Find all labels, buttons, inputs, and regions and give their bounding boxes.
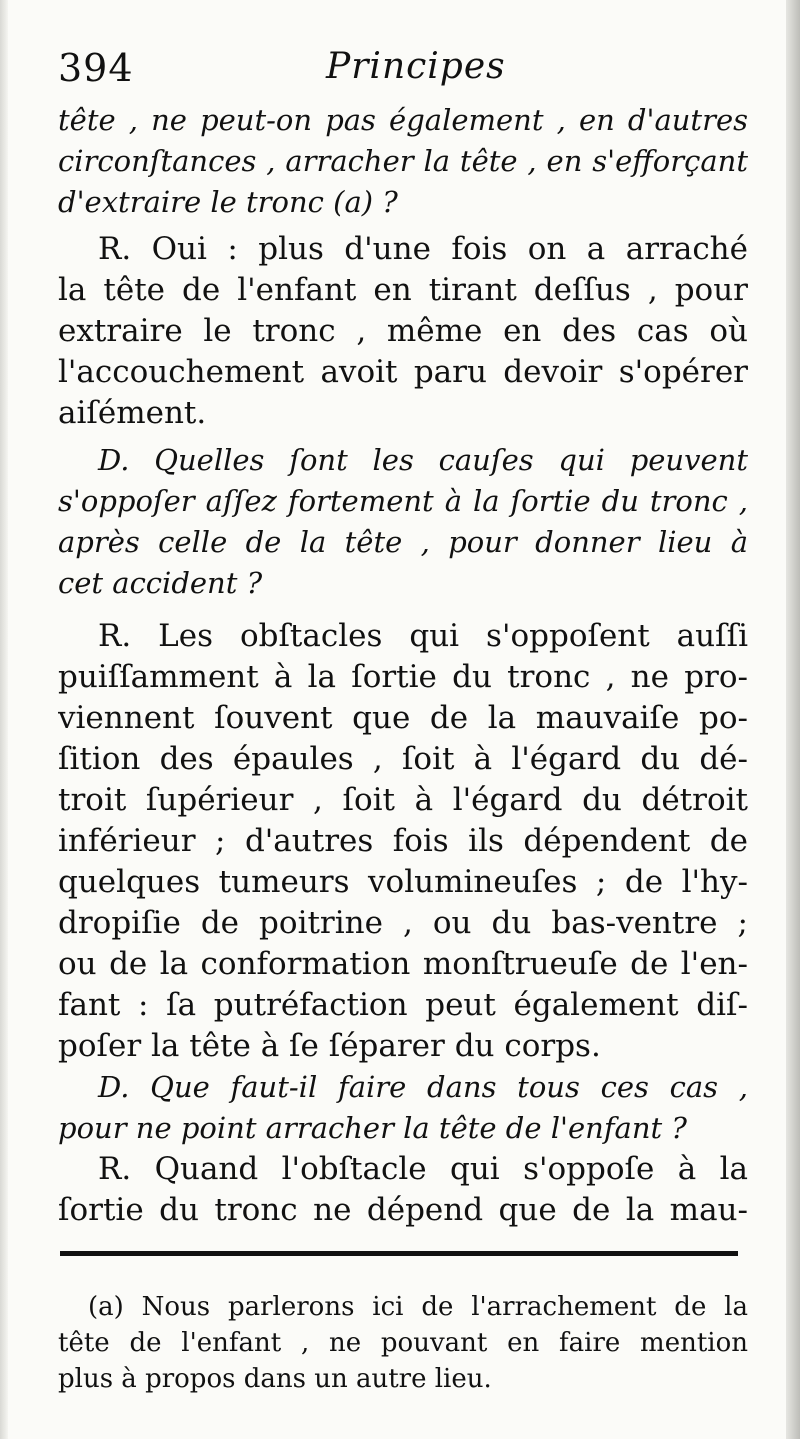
text-line: s'oppoſer aſſez fortement à la ſortie du tronc , xyxy=(58,484,748,518)
text-line: R. Quand l'obſtacle qui s'oppoſe à la xyxy=(98,1151,748,1187)
text-line: puiſſamment à la ſortie du tronc , ne pro- xyxy=(58,659,748,695)
text-line: quelques tumeurs volumineuſes ; de l'hy- xyxy=(58,864,748,900)
text-line: circonſtances , arracher la tête , en s'efforçant xyxy=(58,144,748,178)
running-head xyxy=(58,40,748,100)
body-text xyxy=(58,100,748,1231)
text-line: pour ne point arracher la tête de l'enfant ? xyxy=(58,1111,687,1145)
text-line: D. Quelles ſont les cauſes qui peuvent xyxy=(98,443,748,477)
footnote xyxy=(58,1289,748,1397)
footnote-line: tête de l'enfant , ne pouvant en faire mention xyxy=(58,1328,748,1358)
text-line: ou de la conformation monſtrueuſe de l'en- xyxy=(58,946,748,982)
footnote-rule xyxy=(60,1251,738,1256)
running-title: Principes xyxy=(326,46,506,87)
text-line: R. Oui : plus d'une fois on a arraché xyxy=(98,231,748,267)
text-line: extraire le tronc , même en des cas où xyxy=(58,313,748,349)
page-left-edge xyxy=(0,0,8,1439)
text-line: la tête de l'enfant en tirant deſſus , pour xyxy=(58,272,748,308)
text-line: viennent ſouvent que de la mauvaiſe po- xyxy=(58,700,748,736)
text-line: aiſément. xyxy=(58,395,207,431)
page-number: 394 xyxy=(58,46,134,90)
text-line: dropiſie de poitrine , ou du bas-ventre ; xyxy=(58,905,748,941)
text-line: cet accident ? xyxy=(58,566,263,600)
text-line: R. Les obſtacles qui s'oppoſent auſſi xyxy=(98,618,748,654)
text-line: d'extraire le tronc (a) ? xyxy=(58,185,398,219)
text-line: troit ſupérieur , ſoit à l'égard du détroit xyxy=(58,782,748,818)
text-line: fant : ſa putréfaction peut également diſ- xyxy=(58,987,748,1023)
text-line: D. Que faut-il faire dans tous ces cas , xyxy=(98,1070,748,1104)
text-line: tête , ne peut-on pas également , en d'autres xyxy=(58,103,748,137)
page-right-edge xyxy=(786,0,800,1439)
footnote-line: (a) Nous parlerons ici de l'arrachement de la xyxy=(88,1292,748,1322)
text-line: après celle de la tête , pour donner lieu à xyxy=(58,525,748,559)
text-line: l'accouchement avoit paru devoir s'opérer xyxy=(58,354,748,390)
text-line: poſer la tête à ſe ſéparer du corps. xyxy=(58,1028,601,1064)
text-line: ſition des épaules , ſoit à l'égard du dé- xyxy=(58,741,748,777)
footnote-line: plus à propos dans un autre lieu. xyxy=(58,1364,492,1394)
text-line: ſortie du tronc ne dépend que de la mau- xyxy=(58,1192,748,1228)
text-line: inférieur ; d'autres fois ils dépendent de xyxy=(58,823,748,859)
